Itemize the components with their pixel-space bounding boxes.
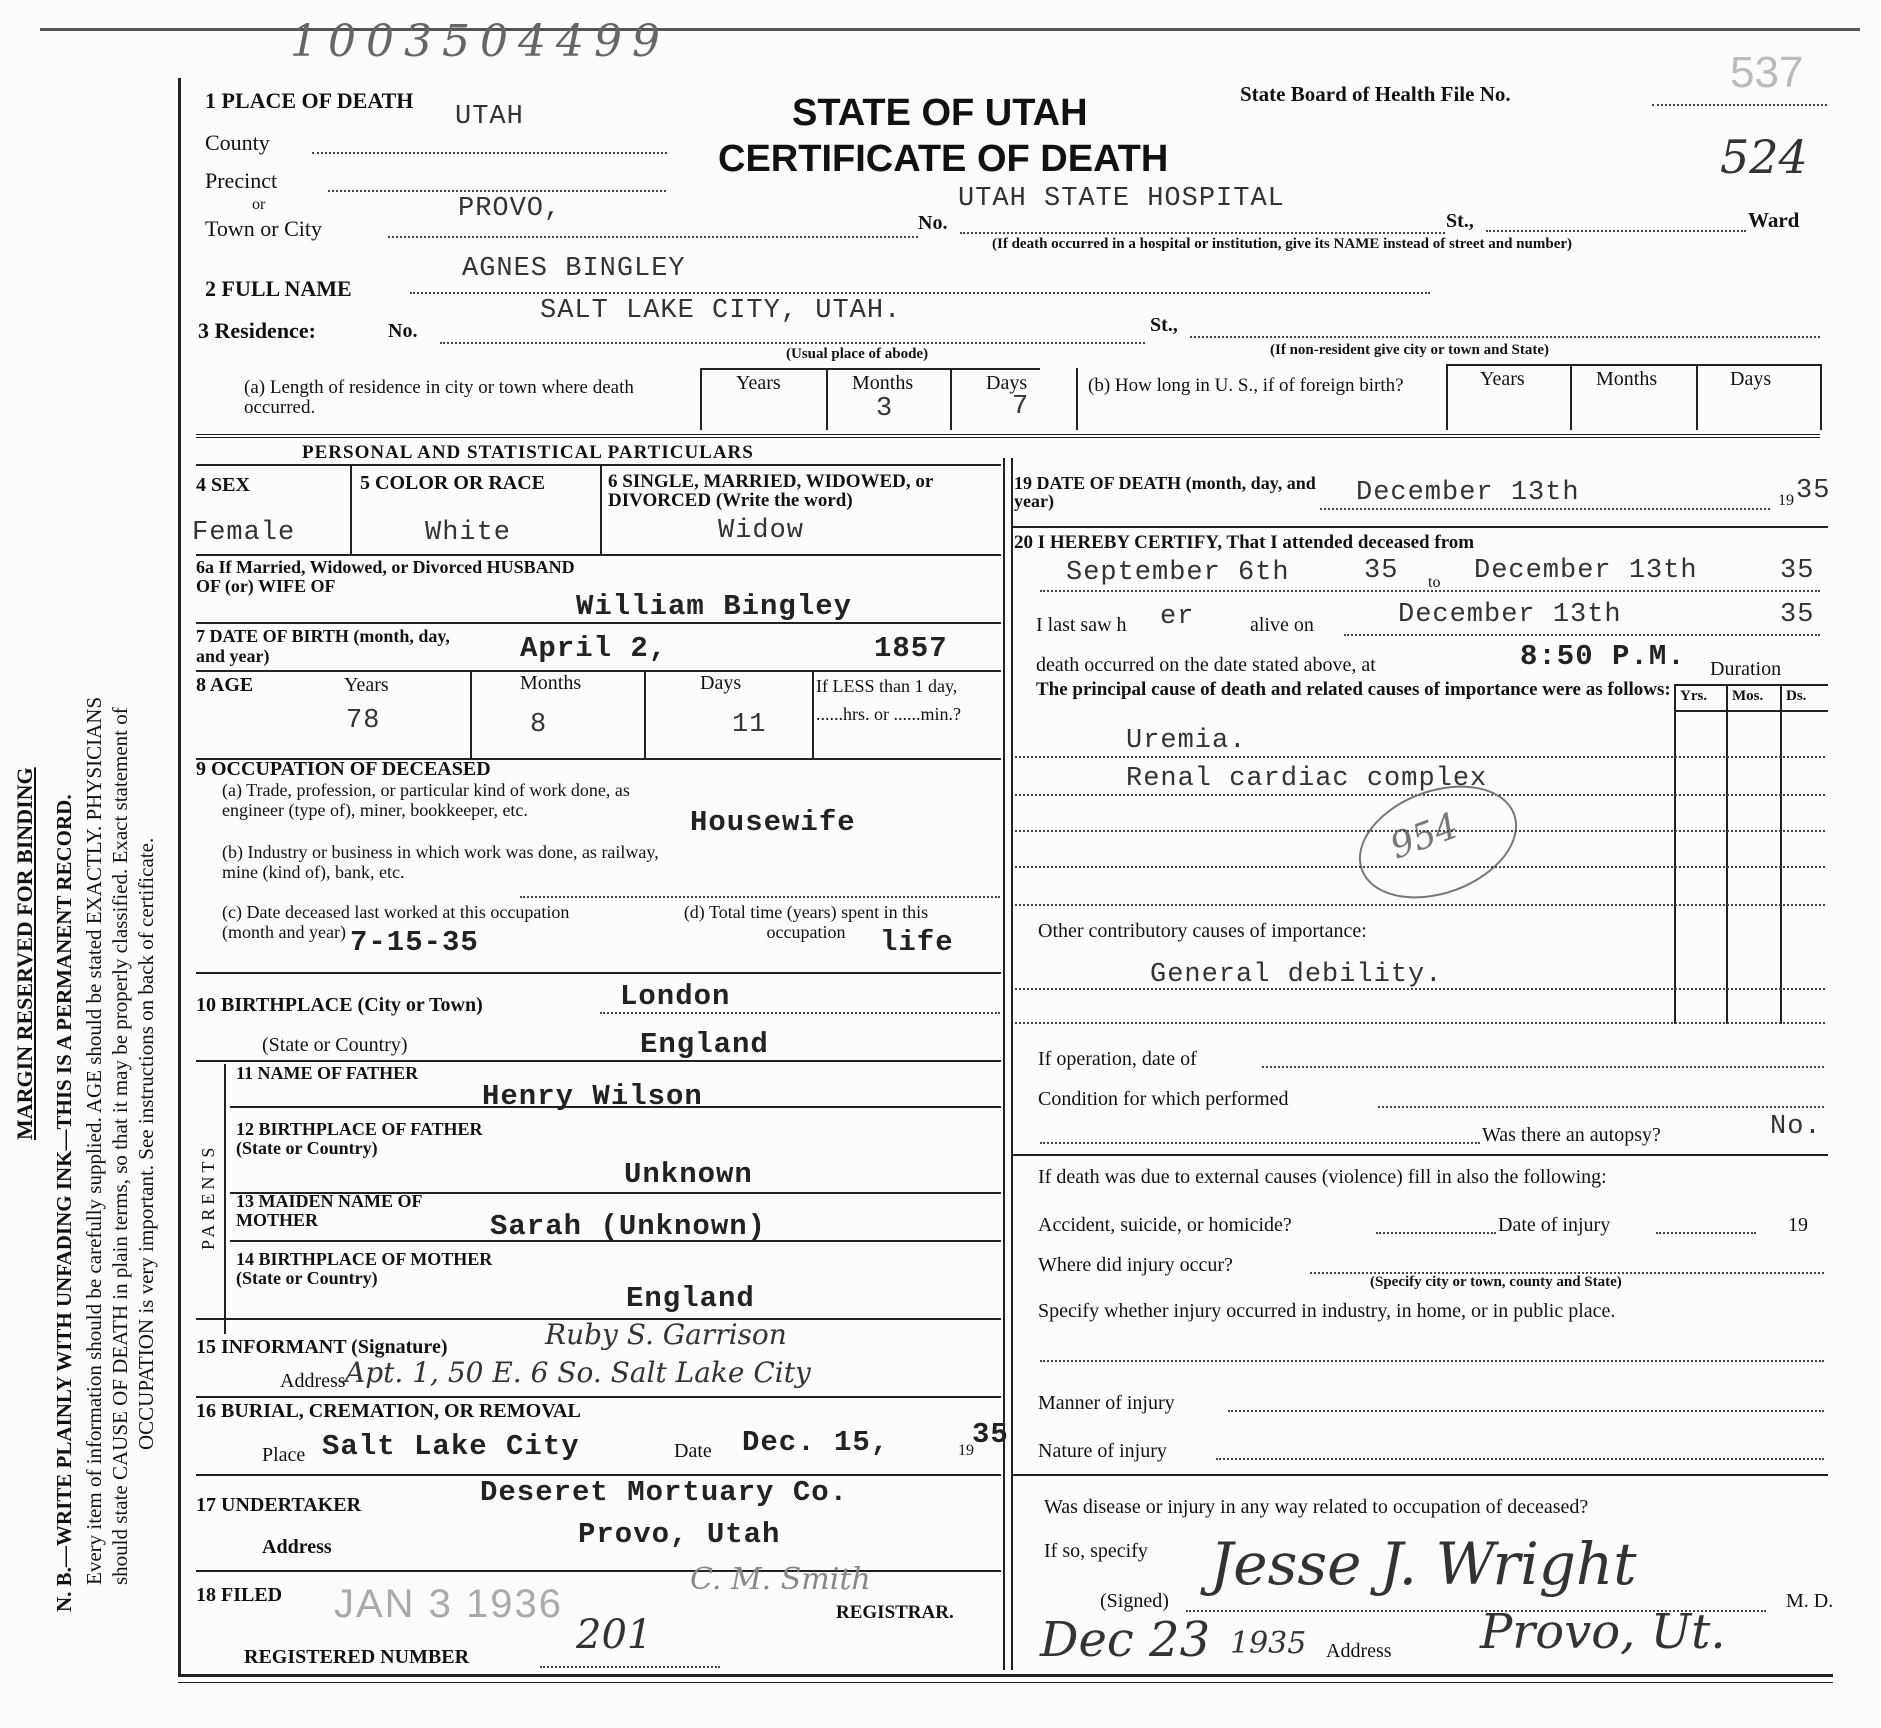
- residence-line: [440, 342, 1145, 344]
- no-label: No.: [918, 212, 948, 234]
- outer-left-border: [178, 78, 181, 1674]
- county-label: County: [205, 130, 270, 155]
- last-saw-date: December 13th: [1398, 600, 1622, 630]
- abode-note: (Usual place of abode): [786, 346, 929, 362]
- certificate-title: CERTIFICATE OF DEATH: [718, 138, 1169, 180]
- death-time: 8:50 P.M.: [1520, 640, 1686, 673]
- right-row-line-2: [1013, 1154, 1828, 1156]
- spouse-value: William Bingley: [576, 590, 853, 623]
- md-label: M. D.: [1786, 1590, 1834, 1612]
- st-line: [1486, 230, 1746, 232]
- column-divider-left: [1003, 458, 1005, 1670]
- margin-line-3: should state CAUSE OF DEATH in plain terms, so that it may be properly classified. Exact statement of: [108, 707, 132, 1585]
- undertaker-address: Provo, Utah: [578, 1518, 781, 1551]
- state-title: STATE OF UTAH: [792, 92, 1088, 134]
- sex-race-divider: [350, 466, 352, 554]
- injury-date-label: Date of injury: [1498, 1214, 1611, 1236]
- section-divider: [196, 434, 1820, 438]
- full-name-line: [410, 292, 1430, 294]
- registered-value: 201: [576, 1612, 653, 1658]
- sign-address: Provo, Ut.: [1480, 1604, 1726, 1660]
- filed-label: 18 FILED: [196, 1584, 283, 1606]
- registrar-signature: C. M. Smith: [690, 1562, 871, 1597]
- margin-line-1: N. B.—WRITE PLAINLY WITH UNFADING INK—THIS IS A PERMANENT RECORD.: [52, 794, 76, 1612]
- birthplace-city: London: [620, 980, 731, 1013]
- row-line-7: [230, 1106, 1001, 1108]
- duration-div-1: [1674, 684, 1676, 1024]
- physician-signature: Jesse J. Wright: [1210, 1530, 1637, 1598]
- age-months-value: 8: [530, 710, 548, 740]
- burial-year: 35: [972, 1418, 1009, 1451]
- age-div1: [470, 672, 472, 758]
- certify-from: September 6th: [1066, 558, 1290, 588]
- death-date-label: 19 DATE OF DEATH (month, day, and year): [1014, 473, 1316, 511]
- duration-yrs: Yrs.: [1680, 688, 1708, 704]
- us-box-top: [1446, 364, 1820, 366]
- length-months-label: Months: [852, 372, 914, 394]
- death-date-value: December 13th: [1356, 478, 1580, 508]
- residence-st-label: St.,: [1150, 314, 1178, 336]
- occupation-d-label: (d) Total time (years) spent in this occupation: [683, 902, 929, 942]
- age-months-label: Months: [520, 672, 582, 694]
- informant-signature: Ruby S. Garrison: [545, 1318, 787, 1351]
- last-saw-label: I last saw h: [1036, 614, 1127, 636]
- precinct-label: Precinct: [205, 168, 278, 193]
- registered-line: [540, 1666, 720, 1668]
- sign-date: Dec 23: [1040, 1612, 1211, 1668]
- birthplace-state-label: (State or Country): [262, 1034, 408, 1056]
- us-years-label: Years: [1480, 368, 1525, 390]
- age-less-label: If LESS than 1 day, ......hrs. or ......min.?: [816, 676, 961, 724]
- sign-year: 1935: [1230, 1626, 1307, 1661]
- column-divider-right: [1011, 458, 1013, 1670]
- cause-2: Renal cardiac complex: [1126, 764, 1488, 794]
- principal-label: The principal cause of death and related causes of importance were as follows:: [1036, 679, 1671, 700]
- manner-line: [1228, 1410, 1824, 1412]
- duration-top: [1674, 684, 1828, 686]
- age-years-value: 78: [346, 706, 381, 736]
- length-years-label: Years: [736, 372, 781, 394]
- race-value: White: [425, 518, 512, 548]
- where-note: (Specify city or town, county and State): [1370, 1274, 1622, 1290]
- institution-value: UTAH STATE HOSPITAL: [958, 184, 1285, 214]
- row-line-13: [196, 1570, 1001, 1572]
- alive-label: alive on: [1250, 614, 1314, 636]
- death-date-year: 35: [1796, 476, 1831, 506]
- father-name: Henry Wilson: [482, 1080, 703, 1113]
- institution-note: (If death occurred in a hospital or institution, give its NAME instead of street and number): [992, 236, 1573, 252]
- spouse-label: 6a If Married, Widowed, or Divorced HUSBAND OF (or) WIFE OF: [196, 557, 575, 596]
- length-box-div2: [826, 368, 828, 430]
- sex-label: 4 SEX: [196, 474, 250, 496]
- operation-label: If operation, date of: [1038, 1048, 1197, 1070]
- dob-label: 7 DATE OF BIRTH (month, day, and year): [196, 626, 450, 666]
- accident-label: Accident, suicide, or homicide?: [1038, 1214, 1292, 1236]
- ward-label: Ward: [1748, 208, 1800, 232]
- duration-div-3: [1780, 684, 1782, 1024]
- row-line-1: [196, 554, 1001, 556]
- occupation-b-line: [520, 896, 1000, 898]
- file-no-line: [1652, 104, 1827, 106]
- other-line-2: [1015, 1022, 1825, 1024]
- undertaker-value: Deseret Mortuary Co.: [480, 1476, 849, 1509]
- manner-label: Manner of injury: [1038, 1392, 1175, 1414]
- cause-1: Uremia.: [1126, 726, 1247, 756]
- injury-year-label: 19: [1788, 1214, 1808, 1236]
- occupation-a-value: Housewife: [690, 806, 856, 839]
- undertaker-label: 17 UNDERTAKER: [196, 1494, 362, 1516]
- file-no: 524: [1720, 130, 1808, 184]
- related-label: Was disease or injury in any way related to occupation of deceased?: [1044, 1496, 1589, 1518]
- age-div3: [812, 672, 814, 758]
- bottom-border-2: [178, 1682, 1833, 1683]
- certify-to-year: 35: [1780, 556, 1815, 586]
- us-box-div1: [1446, 364, 1448, 430]
- race-label: 5 COLOR OR RACE: [360, 472, 546, 494]
- birthplace-state: England: [640, 1028, 769, 1061]
- signed-label: (Signed): [1100, 1590, 1169, 1612]
- us-days-label: Days: [1730, 368, 1772, 390]
- cause-code: 954: [1385, 805, 1464, 868]
- death-date-line: [1320, 508, 1770, 510]
- row-line-11: [196, 1396, 1001, 1398]
- personal-header-line: [196, 464, 1001, 466]
- age-days-value: 11: [732, 710, 767, 740]
- sex-value: Female: [192, 518, 296, 548]
- file-no-struck: 537: [1730, 48, 1804, 97]
- certify-from-year: 35: [1364, 556, 1399, 586]
- occupation-d-value: life: [880, 926, 954, 959]
- full-name-value: AGNES BINGLEY: [462, 254, 686, 284]
- file-no-label: State Board of Health File No.: [1240, 82, 1511, 106]
- certify-label: 20 I HEREBY CERTIFY, That I attended deceased from: [1014, 532, 1475, 553]
- duration-div-2: [1726, 684, 1728, 1024]
- cause-line-1: [1015, 756, 1825, 758]
- residence-label: 3 Residence:: [198, 318, 316, 343]
- residence-st-line: [1190, 336, 1820, 338]
- father-bp-label: 12 BIRTHPLACE OF FATHER (State or Country): [236, 1119, 483, 1158]
- burial-place-label: Place: [262, 1444, 306, 1466]
- duration-label: Duration: [1710, 658, 1782, 680]
- age-div2: [644, 672, 646, 758]
- certify-to-label: to: [1428, 574, 1441, 591]
- place-of-death-label: 1 PLACE OF DEATH: [205, 88, 414, 113]
- burial-year-prefix: 19: [958, 1442, 974, 1459]
- or-label: or: [252, 196, 266, 213]
- county-line: [312, 152, 667, 154]
- occurred-label: death occurred on the date stated above, at: [1036, 654, 1376, 676]
- informant-address-label: Address: [280, 1370, 346, 1392]
- us-box-div2: [1570, 364, 1572, 430]
- condition-line: [1378, 1106, 1824, 1108]
- certify-to: December 13th: [1474, 556, 1698, 586]
- us-label: (b) How long in U. S., if of foreign birth?: [1088, 375, 1404, 396]
- us-box-div3: [1696, 364, 1698, 430]
- burial-label: 16 BURIAL, CREMATION, OR REMOVAL: [196, 1400, 581, 1422]
- informant-address: Apt. 1, 50 E. 6 So. Salt Lake City: [345, 1356, 811, 1389]
- cause-line-3: [1015, 830, 1825, 832]
- county-value: UTAH: [455, 102, 524, 132]
- burial-place: Salt Lake City: [322, 1430, 580, 1463]
- injury-date-line: [1656, 1232, 1756, 1234]
- other-line-1: [1015, 988, 1825, 990]
- registrar-label: REGISTRAR.: [836, 1602, 954, 1623]
- top-number: 1003504499: [290, 16, 670, 67]
- town-line: [388, 236, 918, 238]
- autopsy-label: Was there an autopsy?: [1482, 1124, 1661, 1146]
- last-saw-her: er: [1160, 602, 1195, 632]
- burial-date: Dec. 15,: [742, 1426, 890, 1459]
- margin-line-2: Every item of information should be carefully supplied. AGE should be stated EXACTLY. PHYSICIANS: [82, 696, 106, 1585]
- cause-line-4: [1015, 866, 1825, 868]
- right-row-line-3: [1013, 1474, 1828, 1476]
- st-label: St.,: [1446, 210, 1474, 232]
- external-label: If death was due to external causes (violence) fill in also the following:: [1038, 1166, 1607, 1188]
- mother-name-label: 13 MAIDEN NAME OF MOTHER: [236, 1191, 422, 1230]
- parents-label: PARENTS: [198, 1143, 218, 1250]
- cause-top-line: [1674, 710, 1828, 712]
- last-saw-year: 35: [1780, 600, 1815, 630]
- margin-line-4: OCCUPATION is very important. See instructions on back of certificate.: [134, 837, 158, 1450]
- informant-label: 15 INFORMANT (Signature): [196, 1336, 448, 1358]
- accident-line: [1376, 1232, 1496, 1234]
- us-box-div4: [1820, 364, 1822, 430]
- row-line-9: [230, 1240, 1001, 1242]
- sign-address-label: Address: [1326, 1640, 1392, 1662]
- father-bp: Unknown: [624, 1158, 753, 1191]
- length-months-value: 3: [876, 394, 894, 424]
- race-marital-divider: [600, 466, 602, 554]
- occupation-a-label: (a) Trade, profession, or particular kind of work done, as engineer (type of), miner, bookkeeper, etc.: [222, 780, 630, 820]
- duration-mos: Mos.: [1732, 688, 1764, 704]
- other-causes-value: General debility.: [1150, 960, 1443, 990]
- marital-value: Widow: [718, 516, 805, 546]
- row-line-6: [196, 1060, 1001, 1062]
- other-causes-label: Other contributory causes of importance:: [1038, 920, 1367, 942]
- registered-label: REGISTERED NUMBER: [244, 1646, 470, 1668]
- town-value: PROVO,: [458, 194, 562, 224]
- parents-bracket: [224, 1064, 226, 1334]
- duration-ds: Ds.: [1786, 688, 1807, 704]
- autopsy-value: No.: [1770, 1112, 1822, 1142]
- mother-bp-label: 14 BIRTHPLACE OF MOTHER (State or Country): [236, 1249, 493, 1288]
- right-row-line-1: [1013, 526, 1828, 528]
- last-saw-line: [1344, 634, 1820, 636]
- father-name-label: 11 NAME OF FATHER: [236, 1063, 419, 1083]
- birthplace-city-line: [600, 1012, 1000, 1014]
- length-box-div1: [700, 368, 702, 430]
- marital-label: 6 SINGLE, MARRIED, WIDOWED, or DIVORCED (Write the word): [608, 471, 933, 511]
- personal-header: PERSONAL AND STATISTICAL PARTICULARS: [302, 442, 754, 463]
- bottom-border: [178, 1674, 1833, 1677]
- dob-year: 1857: [874, 632, 948, 665]
- margin-binding-note: MARGIN RESERVED FOR BINDING: [12, 767, 37, 1140]
- full-name-label: 2 FULL NAME: [205, 276, 352, 301]
- length-box-div4: [1076, 368, 1078, 430]
- occupation-c-value: 7-15-35: [350, 926, 479, 959]
- length-label: (a) Length of residence in city or town where death occurred.: [244, 377, 634, 418]
- birthplace-label: 10 BIRTHPLACE (City or Town): [196, 994, 483, 1016]
- residence-value: SALT LAKE CITY, UTAH.: [540, 296, 902, 326]
- specify-label: Specify whether injury occurred in industry, in home, or in public place.: [1038, 1300, 1616, 1322]
- nature-line: [1216, 1458, 1824, 1460]
- occupation-c-label: (c) Date deceased last worked at this occupation (month and year): [222, 902, 570, 942]
- row-line-2: [196, 622, 1001, 624]
- specify-line: [1040, 1360, 1824, 1362]
- row-line-5: [196, 972, 1001, 974]
- nonres-note: (If non-resident give city or town and State): [1270, 342, 1550, 358]
- filed-stamp: JAN 3 1936: [334, 1582, 564, 1626]
- nature-label: Nature of injury: [1038, 1440, 1167, 1462]
- residence-no-label: No.: [388, 320, 418, 342]
- operation-line: [1262, 1066, 1824, 1068]
- condition-label: Condition for which performed: [1038, 1088, 1289, 1110]
- dob-value: April 2,: [520, 632, 668, 665]
- death-date-year-prefix: 19: [1778, 492, 1794, 509]
- mother-bp: England: [626, 1282, 755, 1315]
- age-years-label: Years: [344, 674, 389, 696]
- institution-line: [960, 232, 1445, 234]
- length-days-value: 7: [1012, 392, 1030, 422]
- ifso-label: If so, specify: [1044, 1540, 1148, 1562]
- town-label: Town or City: [205, 216, 323, 241]
- mother-name: Sarah (Unknown): [490, 1210, 767, 1243]
- age-days-label: Days: [700, 672, 742, 694]
- precinct-line: [328, 190, 666, 192]
- autopsy-line: [1040, 1142, 1480, 1144]
- occupation-label: 9 OCCUPATION OF DECEASED: [196, 758, 491, 780]
- occupation-b-label: (b) Industry or business in which work was done, as railway, mine (kind of), bank, etc.: [222, 842, 659, 882]
- age-label: 8 AGE: [196, 674, 254, 696]
- burial-date-label: Date: [674, 1440, 712, 1462]
- where-label: Where did injury occur?: [1038, 1254, 1233, 1276]
- us-months-label: Months: [1596, 368, 1658, 390]
- length-days-label: Days: [986, 372, 1028, 394]
- length-box-top: [700, 368, 1040, 370]
- cause-line-5: [1015, 904, 1825, 906]
- length-box-div3: [950, 368, 952, 430]
- undertaker-address-label: Address: [262, 1536, 332, 1558]
